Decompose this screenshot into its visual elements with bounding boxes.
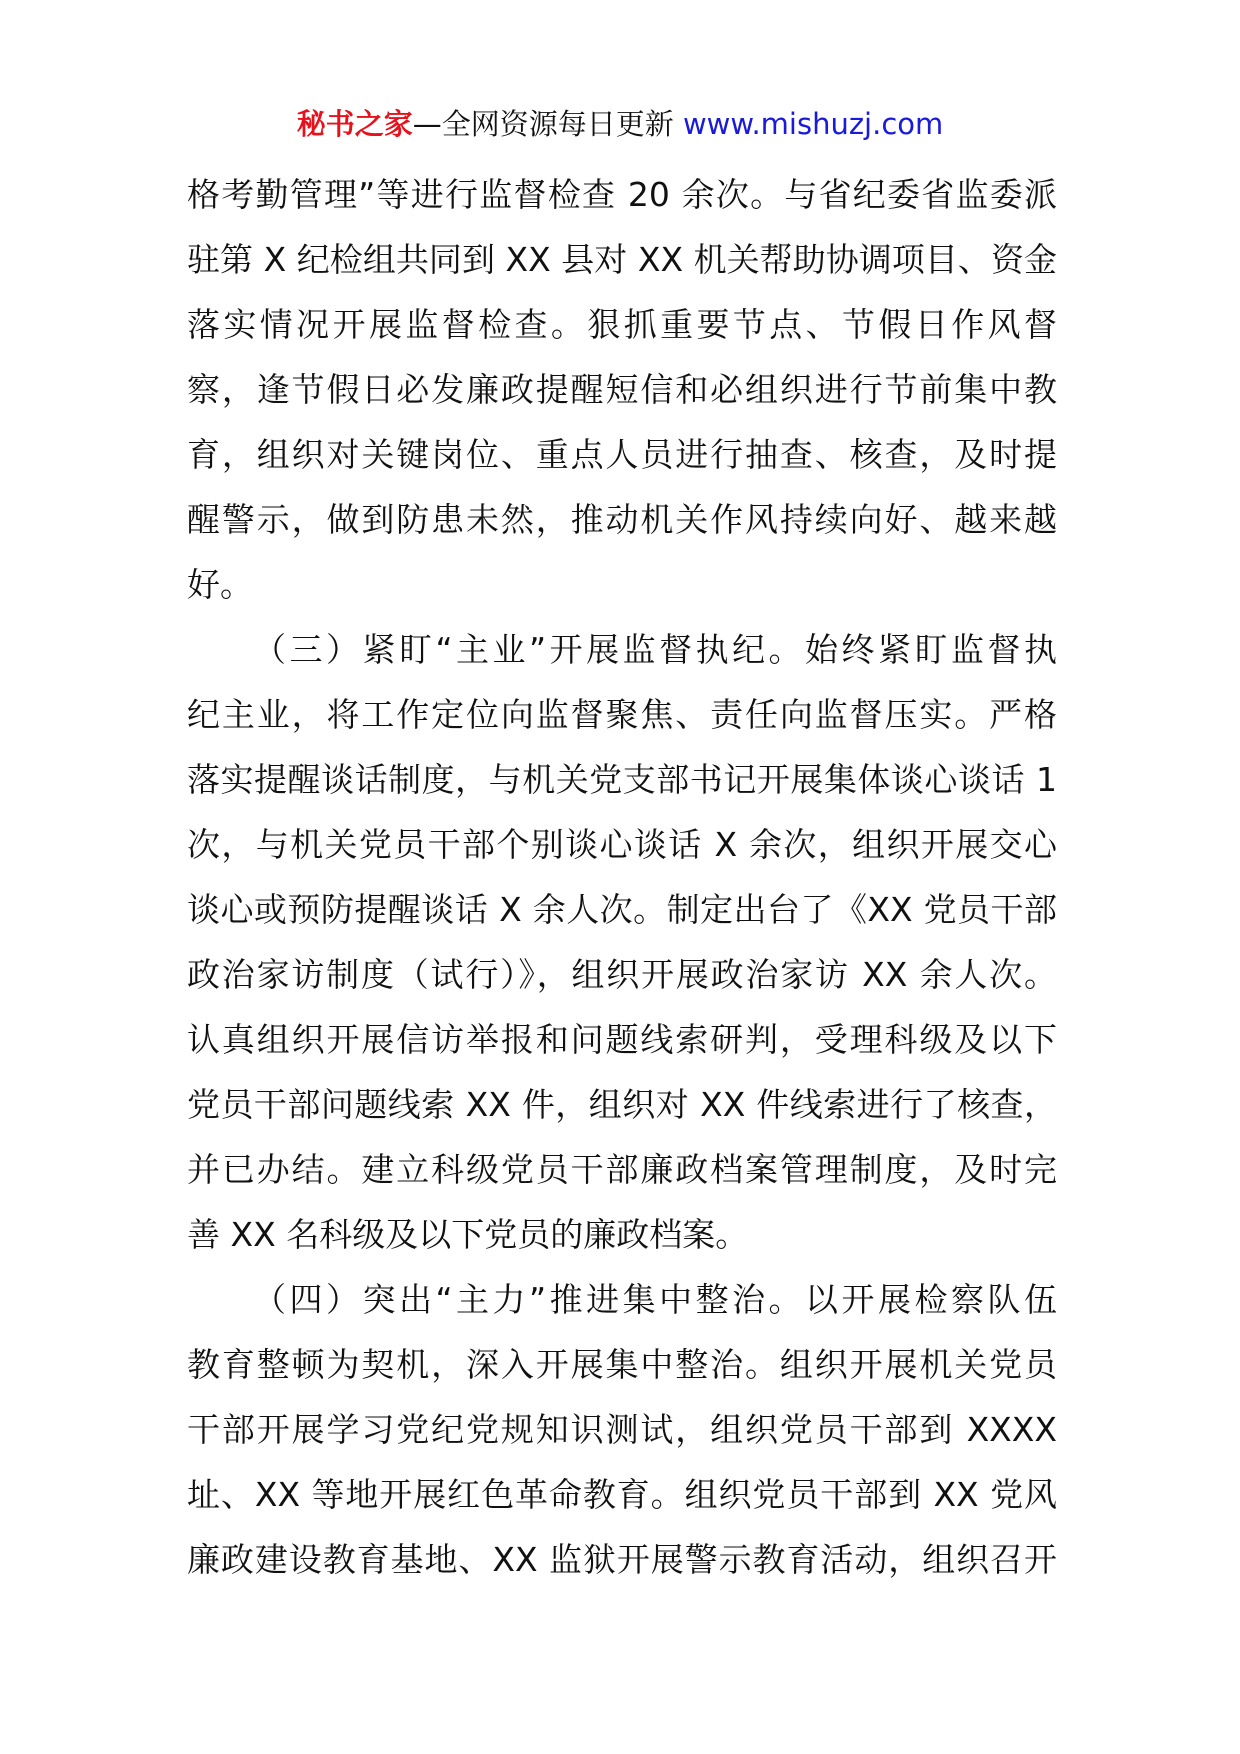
text-line: 育，组织对关键岗位、重点人员进行抽查、核查，及时提: [187, 435, 1057, 474]
document-body: [187, 162, 1057, 1592]
site-brand: 秘书之家: [296, 107, 413, 141]
text-line: 并已办结。建立科级党员干部廉政档案管理制度，及时完: [187, 1150, 1057, 1189]
text-line: 善 XX 名科级及以下党员的廉政档案。: [187, 1215, 749, 1254]
site-header: [0, 104, 1240, 144]
text-line: 认真组织开展信访举报和问题线索研判，受理科级及以下: [187, 1020, 1057, 1059]
text-line: 落实情况开展监督检查。狠抓重要节点、节假日作风督: [187, 305, 1057, 344]
section-heading-line: （四）突出“主力”推进集中整治。以开展检察队伍: [253, 1280, 1057, 1319]
text-line: 教育整顿为契机，深入开展集中整治。组织开展机关党员: [187, 1345, 1057, 1384]
text-line: 干部开展学习党纪党规知识测试，组织党员干部到 XXXX: [187, 1410, 1057, 1449]
text-line: 址、XX 等地开展红色革命教育。组织党员干部到 XX 党风: [187, 1475, 1057, 1514]
site-url-link[interactable]: www.mishuzj.com: [682, 107, 944, 141]
text-line: 纪主业，将工作定位向监督聚焦、责任向监督压实。严格: [187, 695, 1057, 734]
text-line: 廉政建设教育基地、XX 监狱开展警示教育活动，组织召开: [187, 1540, 1057, 1579]
section-heading-line: （三）紧盯“主业”开展监督执纪。始终紧盯监督执: [253, 630, 1057, 669]
text-line: 好。: [187, 565, 253, 604]
text-line: 格考勤管理”等进行监督检查 20 余次。与省纪委省监委派: [187, 175, 1057, 214]
text-line: 落实提醒谈话制度，与机关党支部书记开展集体谈心谈话 1: [187, 760, 1057, 799]
text-line: 醒警示，做到防患未然，推动机关作风持续向好、越来越: [187, 500, 1057, 539]
text-line: 党员干部问题线索 XX 件，组织对 XX 件线索进行了核查，: [187, 1085, 1057, 1124]
site-tagline: —全网资源每日更新: [412, 107, 683, 141]
text-line: 察，逢节假日必发廉政提醒短信和必组织进行节前集中教: [187, 370, 1057, 409]
text-line: 次，与机关党员干部个别谈心谈话 X 余次，组织开展交心: [187, 825, 1057, 864]
text-line: 谈心或预防提醒谈话 X 余人次。制定出台了《XX 党员干部: [187, 890, 1057, 929]
text-line: 驻第 X 纪检组共同到 XX 县对 XX 机关帮助协调项目、资金: [187, 240, 1057, 279]
text-line: 政治家访制度（试行）》，组织开展政治家访 XX 余人次。: [187, 955, 1057, 994]
